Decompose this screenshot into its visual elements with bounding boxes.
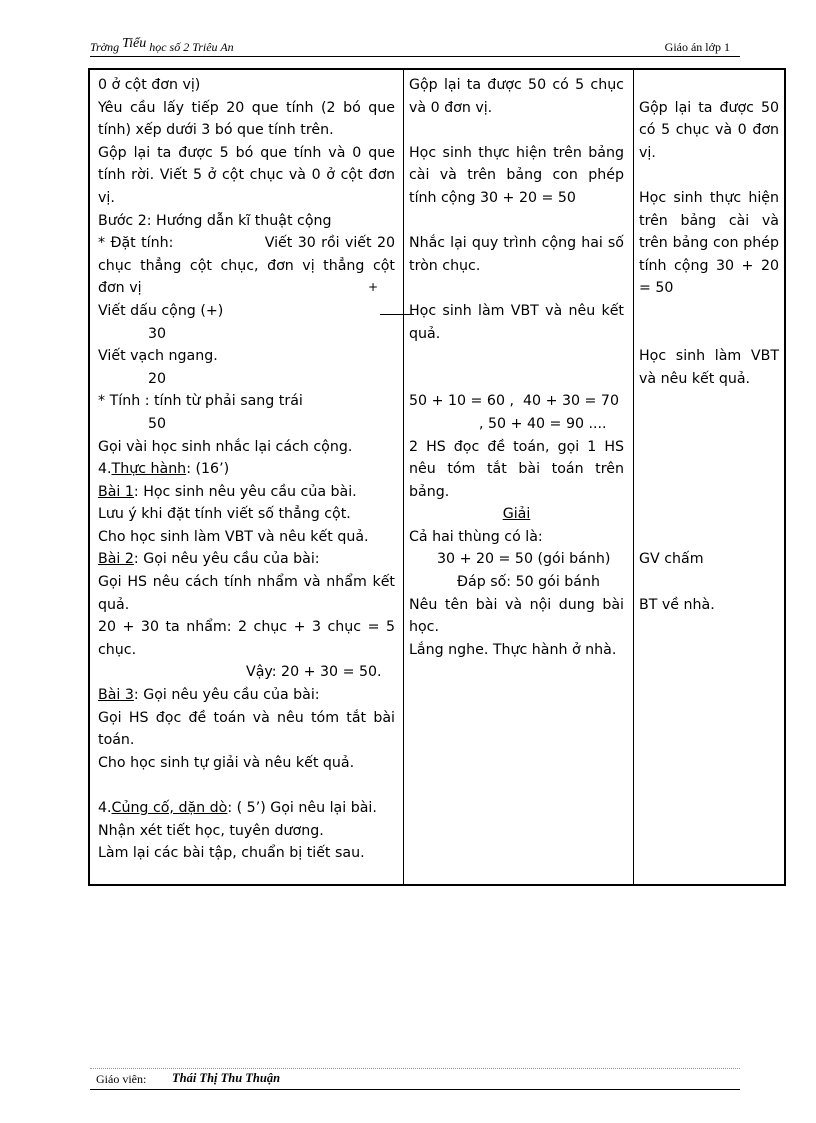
text-line: BT về nhà. xyxy=(639,596,715,613)
page-header xyxy=(90,34,740,57)
solution-heading: Giải xyxy=(502,506,531,523)
text-line: Gọi vài học sinh nhắc lại cách cộng. xyxy=(98,438,353,455)
column-divider xyxy=(403,70,404,884)
student-activities-column xyxy=(409,74,624,661)
text-line: 0 ở cột đơn vị) xyxy=(98,77,201,93)
text-line: 30 + 20 = 50 (gói bánh) xyxy=(437,551,611,568)
exercise-line: Bài 1: Học sinh nêu yêu cầu của bài. xyxy=(98,483,357,500)
text-line: Bước 2: Hướng dẫn kĩ thuật cộng xyxy=(98,212,332,229)
text-line: Yêu cầu lấy tiếp 20 que tính (2 bó que tính) xếp dưới 3 bó que tính trên. xyxy=(98,99,395,139)
text-line: Cả hai thùng có là: xyxy=(409,528,543,545)
text-line: Học sinh làm VBT và nêu kết quả. xyxy=(409,302,624,342)
blank-line xyxy=(409,119,624,142)
text-line: Nêu tên bài và nội dung bài học. xyxy=(409,596,624,636)
blank-line xyxy=(639,74,779,97)
blank-line xyxy=(639,300,779,345)
blank-line xyxy=(639,390,779,548)
text-line: Gộp lại ta được 50 có 5 chục và 0 đơn vị. xyxy=(409,77,624,116)
exercise-line: Bài 2: Gọi nêu yêu cầu của bài: xyxy=(98,551,320,568)
section-heading: 4.Củng cố, dặn dò: ( 5’) Gọi nêu lại bài. xyxy=(98,800,377,816)
notes-column xyxy=(639,74,779,616)
text-line: * Tính : tính từ phải sang trái xyxy=(98,393,303,410)
text-line: Gộp lại ta được 50 có 5 chục và 0 đơn vị. xyxy=(639,99,779,161)
text-line: Làm lại các bài tập, chuẩn bị tiết sau. xyxy=(98,845,365,862)
text-line: Nhận xét tiết học, tuyên dương. xyxy=(98,822,324,839)
teacher-name: Thái Thị Thu Thuận xyxy=(172,1071,281,1085)
lesson-table xyxy=(88,68,786,886)
doc-title: Giáo án lớp 1 xyxy=(664,40,730,54)
text-line: GV chấm xyxy=(639,551,704,568)
text-line: Đáp số: 50 gói bánh xyxy=(457,574,600,591)
plus-sign: + xyxy=(368,280,379,294)
text-line: 50 + 10 = 60 , 40 + 30 = 70 xyxy=(409,393,619,410)
text-line: 2 HS đọc đề toán, gọi 1 HS nêu tóm tắt bài toán trên bảng. xyxy=(409,438,624,500)
blank-line xyxy=(409,277,624,300)
exercise-line: Bài 3: Gọi nêu yêu cầu của bài: xyxy=(98,687,320,704)
text-line: * Đặt tính: Viết 30 rồi viết 20 chục thẳng cột chục, đơn vị thẳng cột đơn vị xyxy=(98,235,400,297)
blank-line xyxy=(639,164,779,187)
teacher-activities-column xyxy=(98,74,400,865)
text-line: 30 xyxy=(148,325,167,342)
blank-line xyxy=(639,571,779,594)
text-line: Học sinh thực hiện trên bảng cài và trên bảng con phép tính cộng 30 + 20 = 50 xyxy=(639,189,779,297)
text-line: 50 xyxy=(148,415,167,432)
teacher-label: Giáo viên: xyxy=(96,1072,147,1086)
text-line: Cho học sinh làm VBT và nêu kết quả. xyxy=(98,528,369,545)
text-line: Gọi HS đọc đề toán và nêu tóm tắt bài toán. xyxy=(98,709,395,749)
blank-line xyxy=(409,210,624,233)
blank-line xyxy=(98,774,395,797)
section-heading: 4.Thực hành: (16’) xyxy=(98,461,230,478)
text-line: Nhắc lại quy trình cộng hai số tròn chục. xyxy=(409,235,624,274)
text-line: Gộp lại ta được 5 bó que tính và 0 que tính rời. Viết 5 ở cột chục và 0 ở cột đơn vị. xyxy=(98,144,395,206)
text-line: Lưu ý khi đặt tính viết số thẳng cột. xyxy=(98,506,351,523)
text-line: 20 xyxy=(148,370,167,387)
blank-line xyxy=(409,345,624,390)
page-footer xyxy=(90,1068,740,1090)
column-divider xyxy=(633,70,634,884)
text-line: , 50 + 40 = 90 .... xyxy=(479,415,607,432)
text-line: Lắng nghe. Thực hành ở nhà. xyxy=(409,641,617,658)
text-line: Viết dấu cộng (+) xyxy=(98,302,224,319)
text-line: Học sinh thực hiện trên bảng cài và trên bảng con phép tính cộng 30 + 20 = 50 xyxy=(409,144,624,206)
school-name: Trờng Tiểu học số 2 Triêu An xyxy=(90,36,234,54)
text-line: Vậy: 20 + 30 = 50. xyxy=(246,664,382,681)
text-line: Cho học sinh tự giải và nêu kết quả. xyxy=(98,754,355,771)
text-line: Gọi HS nêu cách tính nhẩm và nhẩm kết quả. xyxy=(98,574,395,613)
text-line: Viết vạch ngang. xyxy=(98,348,218,365)
text-line: 20 + 30 ta nhẩm: 2 chục + 3 chục = 5 chục. xyxy=(98,619,395,658)
text-line: Học sinh làm VBT và nêu kết quả. xyxy=(639,348,779,387)
